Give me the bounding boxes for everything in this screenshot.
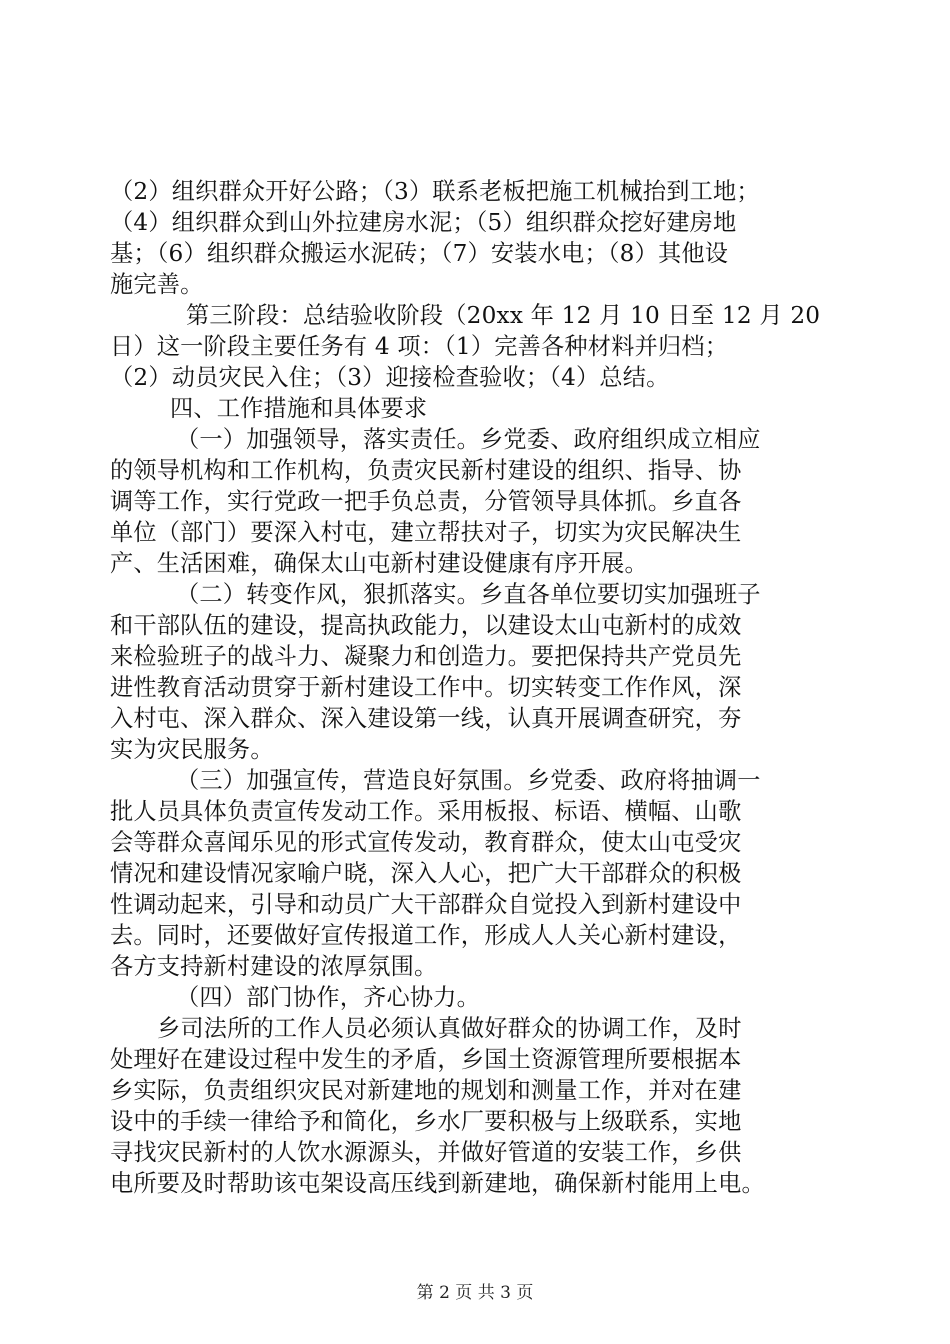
text-line: 设中的手续一律给予和简化，乡水厂要积极与上级联系，实地 [110,1108,742,1135]
text-line: 电所要及时帮助该屯架设高压线到新建地，确保新村能用上电。 [110,1170,765,1197]
text-line: 去。同时，还要做好宣传报道工作，形成人人关心新村建设， [110,922,742,949]
text-line: 施完善。 [110,271,204,298]
text-line: （4）组织群众到山外拉建房水泥；（5）组织群众挖好建房地 [110,209,737,236]
text-line: 寻找灾民新村的人饮水源源头，并做好管道的安装工作，乡供 [110,1139,742,1166]
text-line: 乡司法所的工作人员必须认真做好群众的协调工作，及时 [157,1015,742,1042]
text-line: 日）这一阶段主要任务有 4 项：（1）完善各种材料并归档； [110,333,729,360]
text-line: 和干部队伍的建设，提高执政能力，以建设太山屯新村的成效 [110,612,742,639]
text-line: 入村屯、深入群众、深入建设第一线，认真开展调查研究，夯 [110,705,742,732]
text-line: （2）动员灾民入住；（3）迎接检查验收；（4）总结。 [110,364,670,391]
text-line: 来检验班子的战斗力、凝聚力和创造力。要把保持共产党员先 [110,643,742,670]
text-line: 性调动起来，引导和动员广大干部群众自觉投入到新村建设中 [110,891,742,918]
text-line: （2）组织群众开好公路；（3）联系老板把施工机械抬到工地； [110,178,760,205]
text-line: 基；（6）组织群众搬运水泥砖；（7）安装水电；（8）其他设 [110,240,729,267]
text-line: 批人员具体负责宣传发动工作。采用板报、标语、横幅、山歌 [110,798,742,825]
text-line: 单位（部门）要深入村屯，建立帮扶对子，切实为灾民解决生 [110,519,742,546]
text-line: 各方支持新村建设的浓厚氛围。 [110,953,438,980]
text-line: 情况和建设情况家喻户晓，深入人心，把广大干部群众的积极 [110,860,742,887]
text-line: （四）部门协作，齐心协力。 [176,984,481,1011]
text-line: （二）转变作风，狠抓落实。乡直各单位要切实加强班子 [176,581,761,608]
text-line: 实为灾民服务。 [110,736,274,763]
text-line: 进性教育活动贯穿于新村建设工作中。切实转变工作作风，深 [110,674,742,701]
text-line: （一）加强领导，落实责任。乡党委、政府组织成立相应 [176,426,761,453]
text-line: 第三阶段：总结验收阶段（20xx 年 12 月 10 日至 12 月 20 [186,302,821,329]
text-line: 调等工作，实行党政一把手负总责，分管领导具体抓。乡直各 [110,488,742,515]
text-line: 处理好在建设过程中发生的矛盾，乡国土资源管理所要根据本 [110,1046,742,1073]
text-line: 乡实际，负责组织灾民对新建地的规划和测量工作，并对在建 [110,1077,742,1104]
page-number-footer: 第 2 页 共 3 页 [416,1283,534,1303]
text-line: 产、生活困难，确保太山屯新村建设健康有序开展。 [110,550,648,577]
section-heading: 四、工作措施和具体要求 [170,395,428,422]
text-line: 的领导机构和工作机构，负责灾民新村建设的组织、指导、协 [110,457,742,484]
text-line: （三）加强宣传，营造良好氛围。乡党委、政府将抽调一 [176,767,761,794]
text-line: 会等群众喜闻乐见的形式宣传发动，教育群众，使太山屯受灾 [110,829,742,856]
